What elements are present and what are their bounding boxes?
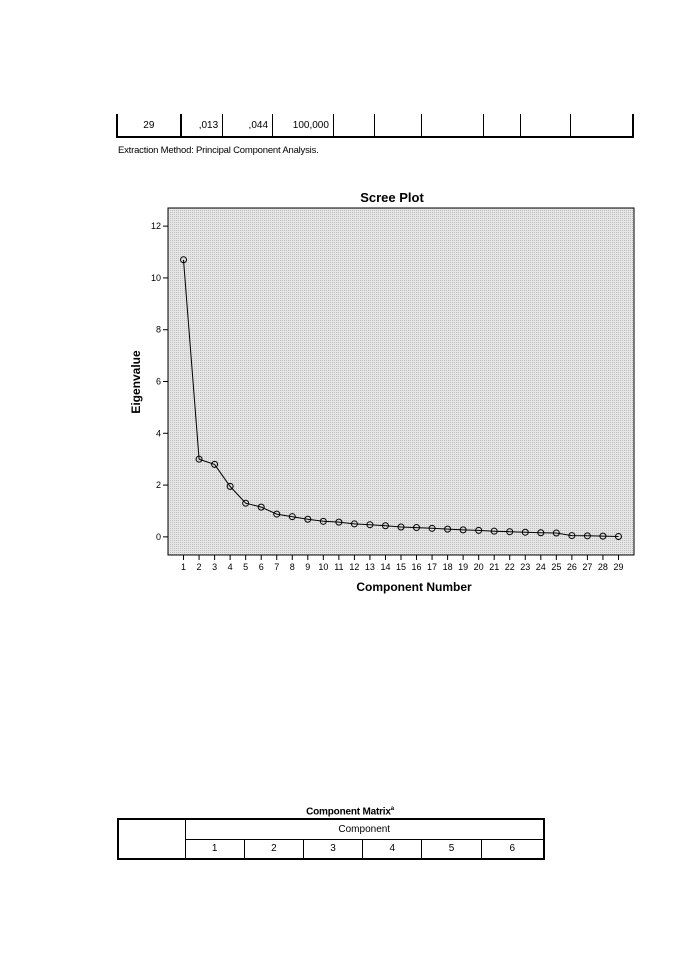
x-tick-label: 27 xyxy=(582,562,593,572)
x-tick-label: 23 xyxy=(520,562,531,572)
table-cell xyxy=(374,114,422,137)
y-axis-label: Eigenvalue xyxy=(129,350,143,414)
table-cell xyxy=(422,114,484,137)
x-tick-label: 17 xyxy=(427,562,438,572)
x-tick-label: 22 xyxy=(504,562,515,572)
total-variance-table-last-row xyxy=(116,114,634,138)
column-header: 3 xyxy=(303,839,362,859)
chart-title: Scree Plot xyxy=(360,190,424,205)
row-stub-header xyxy=(118,819,185,859)
table-cell xyxy=(570,114,633,137)
x-tick-label: 14 xyxy=(380,562,391,572)
x-tick-label: 4 xyxy=(227,562,233,572)
x-tick-label: 12 xyxy=(349,562,360,572)
x-tick-label: 7 xyxy=(274,562,280,572)
variance-percent-cell: ,044 xyxy=(223,114,273,137)
table-cell xyxy=(521,114,571,137)
column-header: 6 xyxy=(481,839,544,859)
table-cell xyxy=(484,114,521,137)
y-tick-label: 8 xyxy=(155,324,161,335)
x-tick-label: 6 xyxy=(258,562,264,572)
table-row xyxy=(117,114,633,137)
scree-plot xyxy=(120,186,650,606)
x-axis xyxy=(181,555,623,572)
y-tick-label: 4 xyxy=(155,428,161,439)
x-tick-label: 10 xyxy=(318,562,329,572)
y-tick-label: 2 xyxy=(155,480,161,491)
x-tick-label: 19 xyxy=(458,562,469,572)
x-tick-label: 21 xyxy=(489,562,500,572)
x-tick-label: 1 xyxy=(181,562,187,572)
x-tick-label: 13 xyxy=(364,562,375,572)
y-tick-label: 6 xyxy=(155,376,161,387)
component-matrix-title xyxy=(0,806,700,817)
x-tick-label: 15 xyxy=(395,562,407,572)
x-tick-label: 9 xyxy=(305,562,311,572)
x-tick-label: 28 xyxy=(597,562,608,572)
extraction-method-note: Extraction Method: Principal Component Analysis. xyxy=(118,145,319,156)
table-header-row xyxy=(118,819,544,839)
table-cell xyxy=(333,114,374,137)
x-tick-label: 8 xyxy=(289,562,295,572)
cumulative-percent-cell: 100,000 xyxy=(273,114,334,137)
component-matrix-table xyxy=(117,818,545,860)
plot-area xyxy=(168,208,634,555)
column-header: 5 xyxy=(422,839,481,859)
y-axis xyxy=(151,221,168,542)
component-header: Component xyxy=(185,819,544,839)
x-tick-label: 24 xyxy=(535,562,546,572)
y-tick-label: 12 xyxy=(150,221,161,232)
x-tick-label: 26 xyxy=(566,562,577,572)
y-tick-label: 0 xyxy=(155,531,161,542)
column-header: 4 xyxy=(363,839,422,859)
y-tick-label: 10 xyxy=(150,272,161,283)
x-axis-label: Component Number xyxy=(356,580,472,594)
column-header: 1 xyxy=(185,839,244,859)
x-tick-label: 29 xyxy=(613,562,624,572)
footnote-marker: a xyxy=(390,806,394,812)
column-header: 2 xyxy=(244,839,303,859)
component-matrix-title-text: Component Matrix xyxy=(306,806,391,818)
x-tick-label: 18 xyxy=(442,562,453,572)
x-tick-label: 3 xyxy=(212,562,218,572)
component-number-cell: 29 xyxy=(117,114,181,137)
x-tick-label: 2 xyxy=(196,562,202,572)
x-tick-label: 16 xyxy=(411,562,422,572)
x-tick-label: 11 xyxy=(334,562,344,572)
eigenvalue-total-cell: ,013 xyxy=(181,114,223,137)
x-tick-label: 20 xyxy=(473,562,484,572)
x-tick-label: 25 xyxy=(551,562,562,572)
x-tick-label: 5 xyxy=(243,562,249,572)
